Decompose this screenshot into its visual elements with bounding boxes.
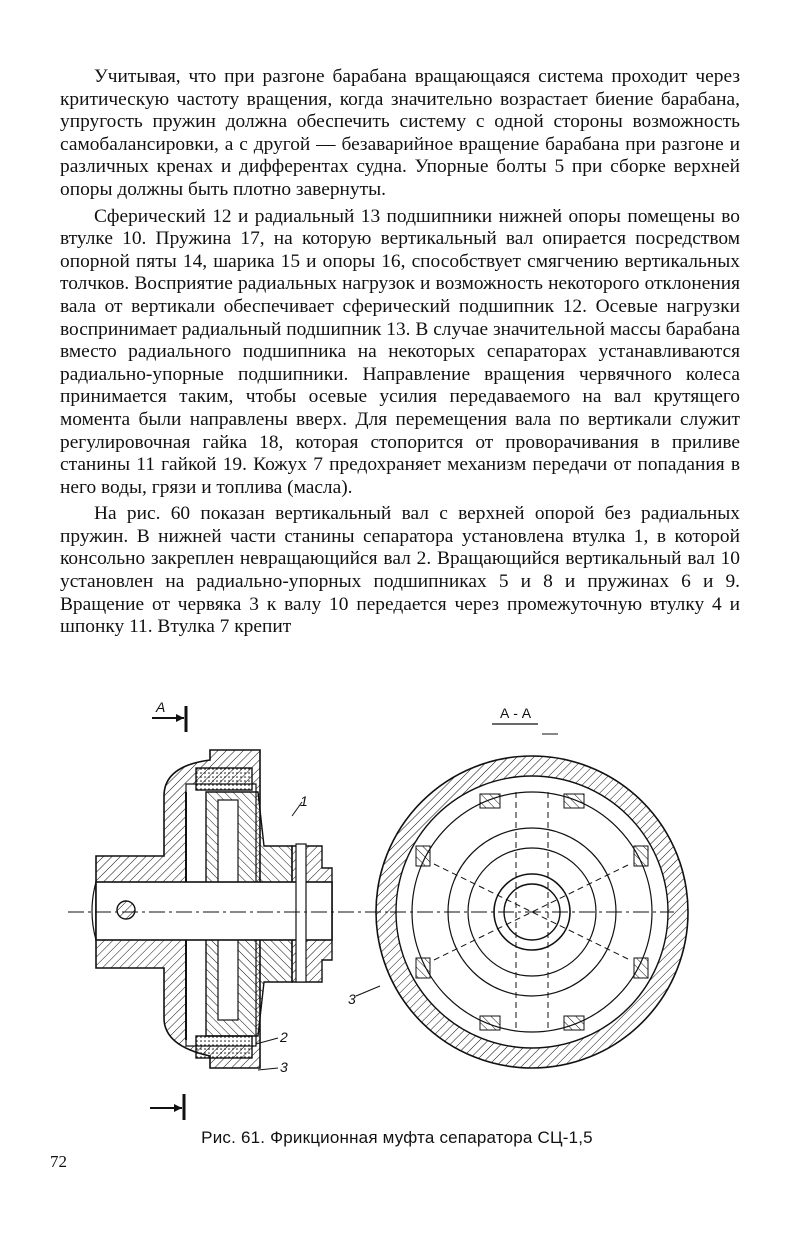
coupling-side-view [68,750,396,1075]
section-view [348,705,688,1068]
paragraph-3: На рис. 60 показан вертикальный вал с верхней опорой без радиальных пружин. В нижней части станины сепаратора установлена втулка 1, в которой консольно закреплен невращающийся вал 2. Вращающийся вертикальный вал 10 установлен на радиально-упорных подшипниках 5 и 8 и пружинах 6 и 9. Вращение от червяка 3 к валу 10 передается через промежуточную втулку 4 и шпонку 11. Втулка 7 крепит [60,503,740,638]
section-marker-top [152,699,186,732]
section-mark-label-top: А [156,699,166,715]
page-number: 72 [50,1152,67,1171]
section-title: А - А [500,705,532,721]
callout-2: 2 [280,1029,288,1045]
paragraph-1: Учитывая, что при разгоне барабана вращающаяся система проходит через критическую частоту вращения, когда значительно возрастает биение барабана, упругость пружин должна обеспечить систему с одной стороны возможность самобалансировки, а с другой — безаварийное вращение барабана при разгоне и различных кренах и дифферентах судна. Упорные болты 5 при сборке верхней опоры должны быть плотно завернуты. [60,66,740,200]
figure-caption: Рис. 61. Фрикционная муфта сепаратора СЦ-1,5 [201,1128,593,1147]
section-marker-bottom [150,1094,184,1120]
callout-3: 3 [280,1059,288,1075]
section-callout-3: 3 [348,991,356,1007]
body-text [60,66,740,639]
coupling-drawing [60,696,740,1128]
callout-1: 1 [300,793,308,809]
paragraph-2: Сферический 12 и радиальный 13 подшипники нижней опоры помещены во втулке 10. Пружина 17, на которую вертикальный вал опирается посредством опорной пяты 14, шарика 15 и опоры 16, способствует смягчению вертикальных толчков. Восприятие радиальных нагрузок и возможность некоторого отклонения вала от вертикали обеспечивает сферический подшипник 12. Осевые нагрузки воспринимает радиальный подшипник 13. В случае значительной массы барабана вместо радиального подшипника на некоторых сепараторах устанавливаются радиально-упорные подшипники. Направление вращения червячного колеса принимается таким, чтобы осевые усилия передаваемого на вал крутящего момента были направлены вверх. Для перемещения вала по вертикали служит регулировочная гайка 18, которая стопорится от проворачивания в приливе станины 11 гайкой 19. Кожух 7 предохраняет механизм передачи от попадания в него воды, грязи и топлива (масла). [60,205,740,498]
figure-61 [60,696,740,1128]
